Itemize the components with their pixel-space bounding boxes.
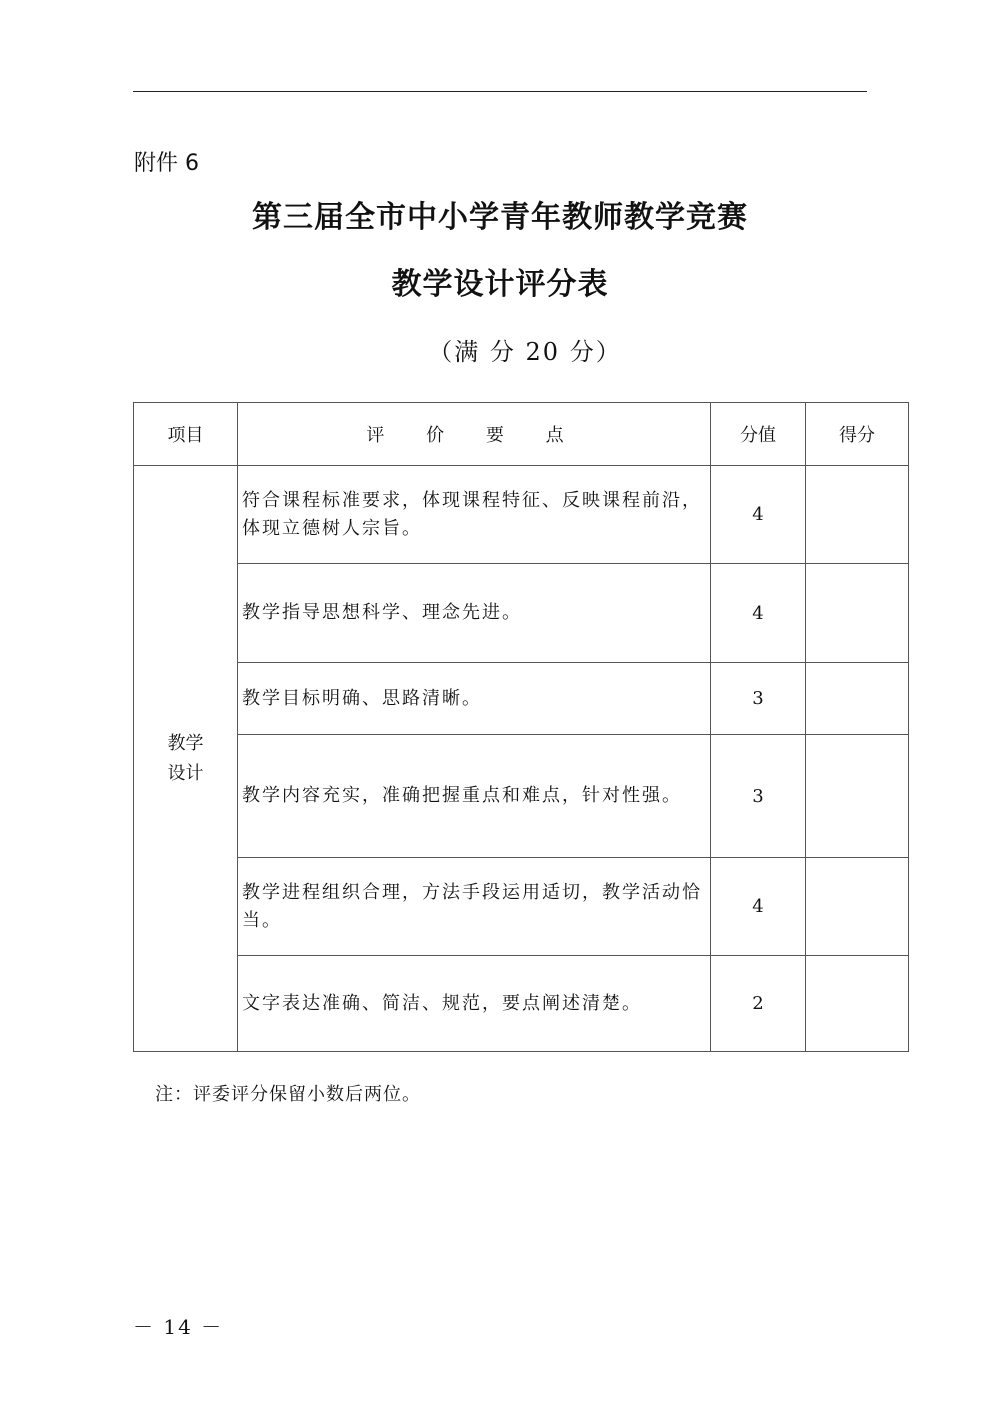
page-number: － 14 －	[133, 1315, 224, 1339]
table-row	[134, 956, 909, 1052]
criterion-cell: 教学指导思想科学、理念先进。	[238, 564, 711, 663]
score-cell[interactable]	[806, 466, 909, 564]
criterion-cell: 符合课程标准要求，体现课程特征、反映课程前沿，体现立德树人宗旨。	[238, 466, 711, 564]
header-criteria: 评 价 要 点	[238, 403, 711, 466]
table-row	[134, 663, 909, 735]
document-title: 第三届全市中小学青年教师教学竞赛	[252, 200, 748, 235]
attachment-label: 附件 6	[134, 151, 199, 176]
points-cell: 3	[711, 663, 806, 735]
header-rule	[133, 91, 867, 92]
points-cell: 2	[711, 956, 806, 1052]
points-cell: 4	[711, 466, 806, 564]
table-header-row	[134, 403, 909, 466]
item-label-line: 教学	[167, 732, 204, 754]
points-cell: 4	[711, 858, 806, 956]
score-cell[interactable]	[806, 735, 909, 858]
points-cell: 4	[711, 564, 806, 663]
table-row	[134, 735, 909, 858]
criterion-cell: 教学内容充实，准确把握重点和难点，针对性强。	[238, 735, 711, 858]
full-score-note: （满 分 20 分）	[428, 338, 622, 366]
criterion-cell: 文字表达准确、简洁、规范，要点阐述清楚。	[238, 956, 711, 1052]
points-cell: 3	[711, 735, 806, 858]
score-cell[interactable]	[806, 956, 909, 1052]
criterion-cell: 教学目标明确、思路清晰。	[238, 663, 711, 735]
score-cell[interactable]	[806, 858, 909, 956]
scoring-table	[133, 402, 909, 1052]
item-cell	[134, 466, 238, 1052]
score-cell[interactable]	[806, 663, 909, 735]
criterion-cell: 教学进程组织合理，方法手段运用适切，教学活动恰 当。	[238, 858, 711, 956]
document-subtitle: 教学设计评分表	[391, 267, 609, 302]
table-row	[134, 858, 909, 956]
header-score: 得分	[806, 403, 909, 466]
header-item: 项目	[134, 403, 238, 466]
table-row	[134, 564, 909, 663]
footnote: 注：评委评分保留小数后两位。	[155, 1084, 421, 1105]
item-label-line: 设计	[167, 762, 204, 784]
score-cell[interactable]	[806, 564, 909, 663]
header-points: 分值	[711, 403, 806, 466]
table-row	[134, 466, 909, 564]
